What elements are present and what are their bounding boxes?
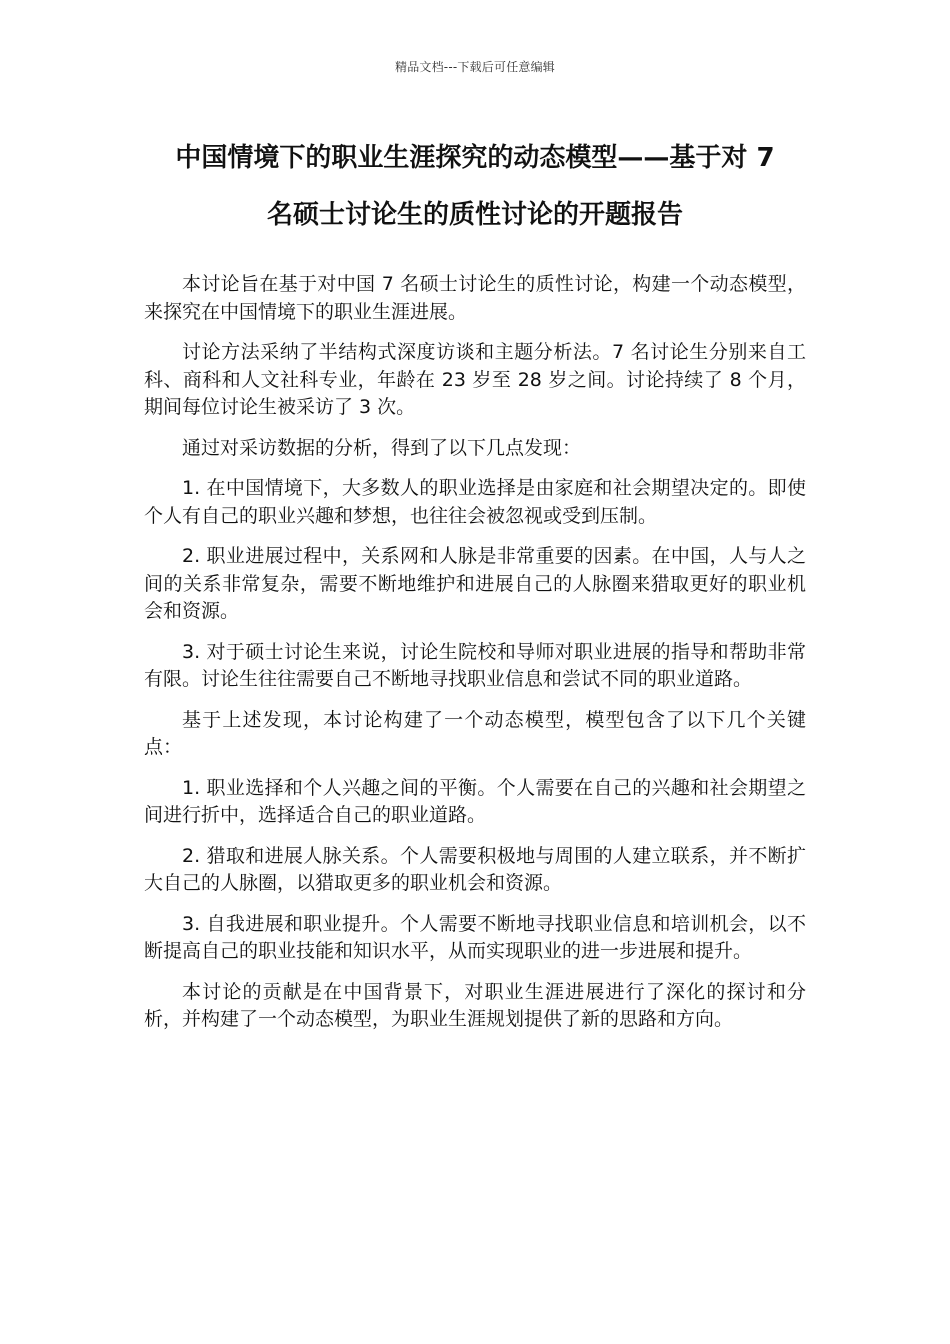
paragraph-contribution: 本讨论的贡献是在中国背景下，对职业生涯进展进行了深化的探讨和分析，并构建了一个动态模型，为职业生涯规划提供了新的思路和方向。 <box>144 980 806 1030</box>
paragraph-model-point-1: 1. 职业选择和个人兴趣之间的平衡。个人需要在自己的兴趣和社会期望之间进行折中，选择适合自己的职业道路。 <box>144 776 806 826</box>
paragraph-model-point-2: 2. 猎取和进展人脉关系。个人需要积极地与周围的人建立联系，并不断扩大自己的人脉圈，以猎取更多的职业机会和资源。 <box>144 844 806 894</box>
paragraph-method: 讨论方法采纳了半结构式深度访谈和主题分析法。7 名讨论生分别来自工科、商科和人文社科专业，年龄在 23 岁至 28 岁之间。讨论持续了 8 个月，期间每位讨论生被采访了 3 次。 <box>144 341 806 418</box>
paragraph-finding-3: 3. 对于硕士讨论生来说，讨论生院校和导师对职业进展的指导和帮助非常有限。讨论生往往需要自己不断地寻找职业信息和尝试不同的职业道路。 <box>144 640 806 690</box>
paragraph-intro: 本讨论旨在基于对中国 7 名硕士讨论生的质性讨论，构建一个动态模型，来探究在中国情境下的职业生涯进展。 <box>144 273 806 323</box>
paragraph-model-lead: 基于上述发现，本讨论构建了一个动态模型，模型包含了以下几个关键点： <box>144 708 806 758</box>
document-body <box>144 271 806 1047</box>
paragraph-finding-1: 1. 在中国情境下，大多数人的职业选择是由家庭和社会期望决定的。即使个人有自己的职业兴趣和梦想，也往往会被忽视或受到压制。 <box>144 477 806 527</box>
paragraph-model-point-3: 3. 自我进展和职业提升。个人需要不断地寻找职业信息和培训机会，以不断提高自己的职业技能和知识水平，从而实现职业的进一步进展和提升。 <box>144 912 806 962</box>
paragraph-finding-2: 2. 职业进展过程中，关系网和人脉是非常重要的因素。在中国，人与人之间的关系非常复杂，需要不断地维护和进展自己的人脉圈来猎取更好的职业机会和资源。 <box>144 545 806 622</box>
paragraph-findings-lead: 通过对采访数据的分析，得到了以下几点发现： <box>182 436 582 459</box>
title-line-2: 名硕士讨论生的质性讨论的开题报告 <box>266 200 683 230</box>
document-title <box>120 130 830 244</box>
page-header-note: 精品文档---下载后可任意编辑 <box>395 60 555 74</box>
title-line-1: 中国情境下的职业生涯探究的动态模型——基于对 7 <box>175 143 775 173</box>
